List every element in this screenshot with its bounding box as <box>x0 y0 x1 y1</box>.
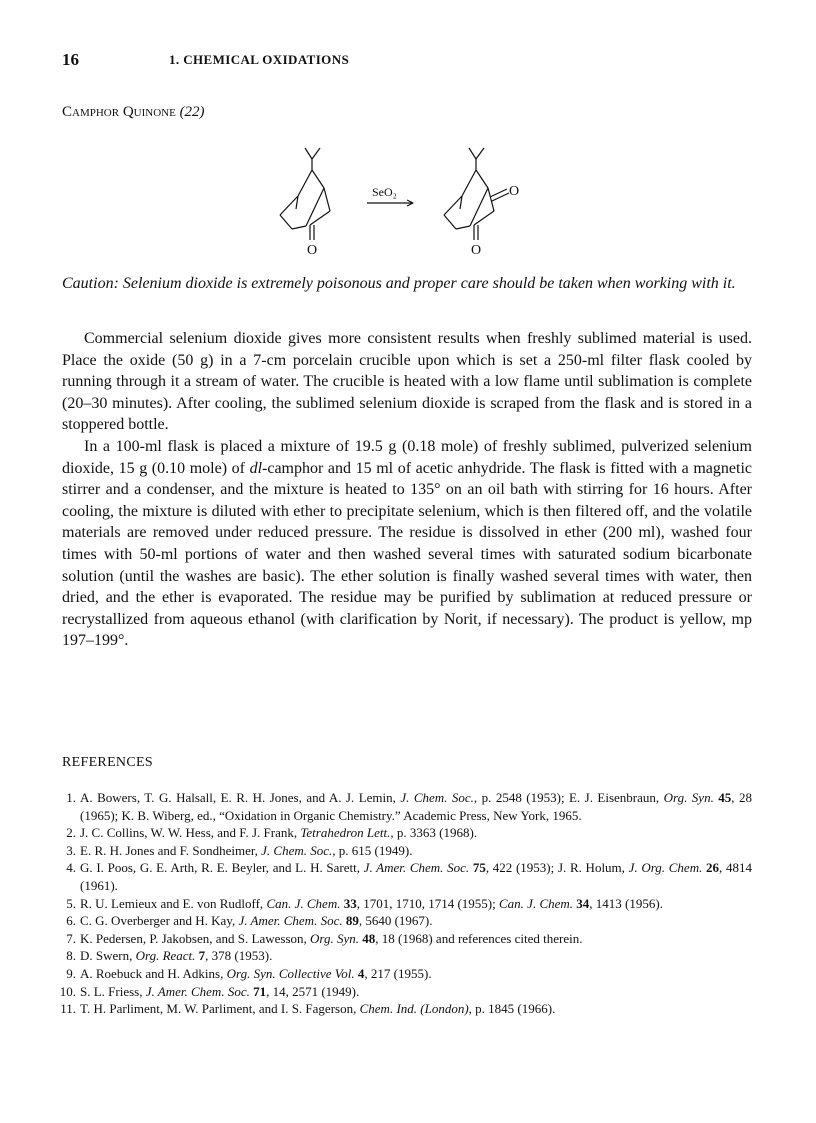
reference-item <box>62 1000 752 1018</box>
reference-number: 6. <box>66 913 76 929</box>
page-number: 16 <box>62 50 79 69</box>
journal-name: Can. J. Chem. <box>499 895 574 911</box>
reference-item <box>62 842 752 860</box>
volume-number: 7 <box>198 948 206 964</box>
reference-number: 7. <box>66 930 76 946</box>
journal-name: Org. Syn. Collective Vol. <box>226 965 355 981</box>
reference-item <box>62 912 752 930</box>
volume-number: 4 <box>357 965 365 981</box>
volume-number: 33 <box>343 895 357 911</box>
reference-text: , 18 (1968) and references cited therein. <box>375 930 583 946</box>
procedure-text-part: In a 100-ml flask is placed a mixture of 19.5 g (0.18 mole) of freshly sublimed, pulverized selenium dioxide, 15 g (0.10 mole) of <box>62 437 752 477</box>
reference-text: E. R. H. Jones and F. Sondheimer, <box>80 842 262 858</box>
reference-text: , 378 (1953). <box>205 948 273 964</box>
reference-text: , p. 615 (1949). <box>332 842 413 858</box>
journal-name: J. Chem. Soc. <box>261 842 333 858</box>
journal-name: J. Org. Chem. <box>628 860 703 876</box>
volume-number: 71 <box>253 983 267 999</box>
reference-number: 9. <box>66 965 76 981</box>
journal-name: J. Amer. Chem. Soc. <box>238 913 343 929</box>
volume-number: 75 <box>472 860 486 876</box>
journal-name: Tetrahedron Lett. <box>300 825 391 841</box>
journal-name: Chem. Ind. (London) <box>359 1001 469 1017</box>
reference-item <box>62 895 752 913</box>
reference-text: , 1413 (1956). <box>589 895 663 911</box>
reference-number: 11. <box>60 1001 76 1017</box>
reference-text: , 14, 2571 (1949). <box>266 983 360 999</box>
reference-text: J. C. Collins, W. W. Hess, and F. J. Frank, <box>80 825 301 841</box>
quinone-oxygen-label-bottom: O <box>471 243 482 258</box>
reference-text: , 4814 (1961). <box>80 860 752 893</box>
quinone-oxygen-label-right: O <box>509 184 520 199</box>
camphor-structure <box>280 148 330 240</box>
reference-text: A. Roebuck and H. Adkins, <box>80 965 227 981</box>
reference-text: K. Pedersen, P. Jakobsen, and S. Lawesson, <box>80 930 311 946</box>
section-title-text: Camphor Quinone <box>62 104 176 120</box>
paragraph-procedure <box>62 436 752 652</box>
reference-item <box>62 965 752 983</box>
reagent-label: SeO₂ <box>372 185 397 199</box>
reference-text: A. Bowers, T. G. Halsall, E. R. H. Jones, and A. J. Lemin, <box>80 790 401 805</box>
running-head: 1. CHEMICAL OXIDATIONS <box>169 52 350 67</box>
section-title-ref: (22) <box>179 104 205 120</box>
section-title <box>62 104 205 121</box>
caution-note: Caution: Selenium dioxide is extremely poisonous and proper care should be taken when working with it. <box>62 275 736 292</box>
reference-number: 8. <box>66 948 76 964</box>
reference-text: , 5640 (1967). <box>358 913 433 929</box>
reference-number: 2. <box>66 825 76 841</box>
journal-name: Org. Syn. <box>663 790 714 805</box>
volume-number: 89 <box>345 913 359 929</box>
reference-item <box>62 789 752 824</box>
reference-text: , 28 (1965); K. B. Wiberg, ed., “Oxidation in Organic Chemistry.” Academic Press, New York, 1965. <box>80 790 753 823</box>
reference-number: 1. <box>66 790 76 805</box>
reference-item <box>62 930 752 948</box>
volume-number: 45 <box>718 790 732 805</box>
paragraph-sublimation: Commercial selenium dioxide gives more consistent results when freshly sublimed material is used. Place the oxide (50 g) in a 7-cm porcelain crucible upon which is set a 250-ml filter flask cooled by running through it a stream of water. The crucible is heated with a low flame until sublimation is complete (20–30 minutes). After cooling, the sublimed selenium dioxide is scraped from the flask and is stored in a stoppered bottle. <box>62 330 752 434</box>
reference-text: T. H. Parliment, M. W. Parliment, and I. S. Fagerson, <box>80 1001 360 1017</box>
reference-text: , 422 (1953); J. R. Holum, <box>485 860 629 876</box>
journal-name: J. Amer. Chem. Soc. <box>363 860 470 876</box>
reference-text: , p. 3363 (1968). <box>390 825 478 841</box>
camphor-quinone-structure <box>444 148 509 240</box>
journal-name: Org. React. <box>135 948 196 964</box>
reference-text: R. U. Lemieux and E. von Rudloff, <box>80 895 267 911</box>
procedure-text <box>62 328 752 652</box>
reference-text: , p. 1845 (1966). <box>468 1001 556 1017</box>
reference-text: S. L. Friess, <box>80 983 146 999</box>
page-header <box>62 50 752 72</box>
reference-item <box>62 859 752 894</box>
volume-number: 26 <box>706 860 720 876</box>
reference-text: , p. 2548 (1953); E. J. Eisenbraun, <box>473 790 664 805</box>
reaction-scheme <box>262 140 562 260</box>
reference-number: 5. <box>66 895 76 911</box>
reference-text: , 1701, 1710, 1714 (1955); <box>356 895 499 911</box>
journal-name: J. Amer. Chem. Soc. <box>145 983 250 999</box>
reference-item <box>59 983 752 1001</box>
reference-list <box>59 789 753 1018</box>
journal-name: J. Chem. Soc. <box>400 790 474 805</box>
reference-number: 10. <box>59 983 76 999</box>
volume-number: 48 <box>362 930 376 946</box>
journal-name: Org. Syn. <box>310 930 360 946</box>
reference-item <box>62 824 752 842</box>
reference-number: 3. <box>66 842 76 858</box>
reference-text: D. Swern, <box>80 948 136 964</box>
references-heading: REFERENCES <box>62 755 153 770</box>
volume-number: 34 <box>576 895 590 911</box>
reference-text: , 217 (1955). <box>364 965 432 981</box>
reference-text: C. G. Overberger and H. Kay, <box>80 913 239 929</box>
reference-item <box>62 947 752 965</box>
camphor-oxygen-label: O <box>307 243 318 258</box>
procedure-text-part: -camphor and 15 ml of acetic anhydride. The flask is fitted with a magnetic stirrer and a condenser, and the mixture is heated to 135° on an oil bath with stirring for 16 hours. After cooling, the mixture is diluted with ether to precipitate selenium, which is then filtered off, and the volatile materials are removed under reduced pressure. The residue is dissolved in ether (200 ml), washed four times with 50-ml portions of water and then washed several times with saturated sodium bicarbonate solution (until the washes are basic). The ether solution is finally washed several times with water, then dried, and the ether is evaporated. The residue may be purified by sublimation at reduced pressure or recrystallized from aqueous ethanol (with clarification by Norit, if necessary). The product is yellow, mp 197–199°. <box>62 459 752 650</box>
journal-name: Can. J. Chem. <box>266 895 341 911</box>
reference-text: G. I. Poos, G. E. Arth, R. E. Beyler, and L. H. Sarett, <box>80 860 364 876</box>
procedure-italic-prefix: dl <box>249 459 263 477</box>
reference-number: 4. <box>66 860 76 876</box>
